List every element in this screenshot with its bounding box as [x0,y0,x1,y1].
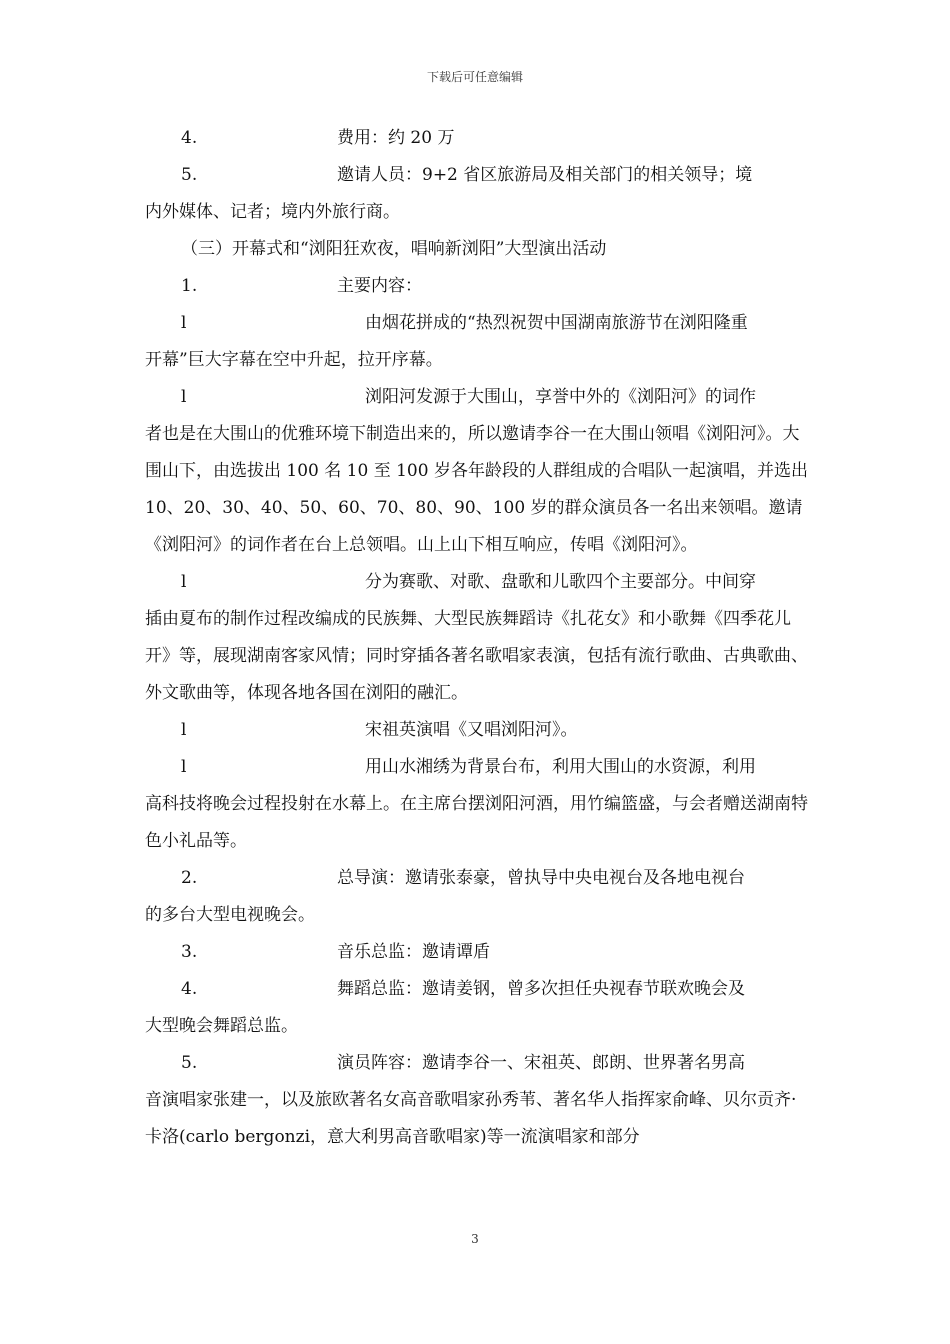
bullet-paragraph [145,564,809,712]
paragraph-text: 总导演：邀请张泰豪，曾执导中央电视台及各地电视台 [337,868,745,888]
section-heading [145,231,809,268]
paragraph-text: 邀请人员：9+2 省区旅游局及相关部门的相关领导；境 [337,165,753,185]
paragraph-text: 演员阵容：邀请李谷一、宋祖英、郎朗、世界著名男高 [337,1053,745,1073]
paragraph-text-continued: 高科技将晚会过程投射在水幕上。在主席台摆浏阳河酒，用竹编篮盛，与会者赠送湖南特色小礼品等。 [145,794,808,851]
page-number: 3 [471,1232,479,1246]
bullet-paragraph [145,379,809,564]
paragraph-text: （三）开幕式和“浏阳狂欢夜，唱响新浏阳”大型演出活动 [181,239,607,259]
paragraph-text: 宋祖英演唱《又唱浏阳河》。 [365,720,578,740]
paragraph-text-continued: 音演唱家张建一，以及旅欧著名女高音歌唱家孙秀苇、著名华人指挥家俞峰、贝尔贡齐·卡洛(carlo bergonzi，意大利男高音歌唱家)等一流演唱家和部分 [145,1090,797,1147]
paragraph [145,120,809,157]
paragraph-text: 费用：约 20 万 [337,128,455,148]
bullet-paragraph [145,305,809,379]
paragraph-text: 音乐总监：邀请谭盾 [337,942,490,962]
paragraph-text: 浏阳河发源于大围山，享誉中外的《浏阳河》的词作 [365,387,756,407]
bullet-marker: l [181,572,187,592]
bullet-paragraph [145,712,809,749]
list-number: 3. [181,942,198,962]
bullet-marker: l [181,757,187,777]
paragraph [145,268,809,305]
paragraph [145,971,809,1045]
list-number: 5. [181,165,198,185]
paragraph-text: 舞蹈总监：邀请姜钢，曾多次担任央视春节联欢晚会及 [337,979,745,999]
bullet-marker: l [181,387,187,407]
paragraph [145,934,809,971]
list-number: 4. [181,979,198,999]
paragraph-text-continued: 者也是在大围山的优雅环境下制造出来的，所以邀请李谷一在大围山领唱《浏阳河》。大围山下，由选拔出 100 名 10 至 100 岁各年龄段的人群组成的合唱队一起演唱，并选出 10、20、30、40、50、60、70、80、90、100 岁的群众演员各一名出来领唱。邀请《浏阳河》的词作者在台上总领唱。山上山下相互响应，传唱《浏阳河》。 [145,424,808,555]
paragraph-text-continued: 插由夏布的制作过程改编成的民族舞、大型民族舞蹈诗《扎花女》和小歌舞《四季花儿开》等，展现湖南客家风情；同时穿插各著名歌唱家表演，包括有流行歌曲、古典歌曲、外文歌曲等，体现各地各国在浏阳的融汇。 [145,609,808,703]
list-number: 2. [181,868,198,888]
paragraph-text: 分为赛歌、对歌、盘歌和儿歌四个主要部分。中间穿 [365,572,756,592]
paragraph-text: 由烟花拼成的“热烈祝贺中国湖南旅游节在浏阳隆重 [365,313,748,333]
bullet-marker: l [181,720,187,740]
bullet-marker: l [181,313,187,333]
list-number: 1. [181,276,198,296]
document-body [145,120,809,1156]
paragraph-text-continued: 的多台大型电视晚会。 [145,905,315,925]
paragraph [145,1045,809,1156]
list-number: 4. [181,128,198,148]
paragraph-text-continued: 开幕”巨大字幕在空中升起，拉开序幕。 [145,350,443,370]
paragraph [145,157,809,231]
paragraph-text-continued: 大型晚会舞蹈总监。 [145,1016,298,1036]
list-number: 5. [181,1053,198,1073]
paragraph [145,860,809,934]
paragraph-text: 主要内容： [337,276,422,296]
page-header: 下载后可任意编辑 [426,70,523,84]
bullet-paragraph [145,749,809,860]
paragraph-text: 用山水湘绣为背景台布，利用大围山的水资源，利用 [365,757,756,777]
paragraph-text-continued: 内外媒体、记者；境内外旅行商。 [145,202,400,222]
